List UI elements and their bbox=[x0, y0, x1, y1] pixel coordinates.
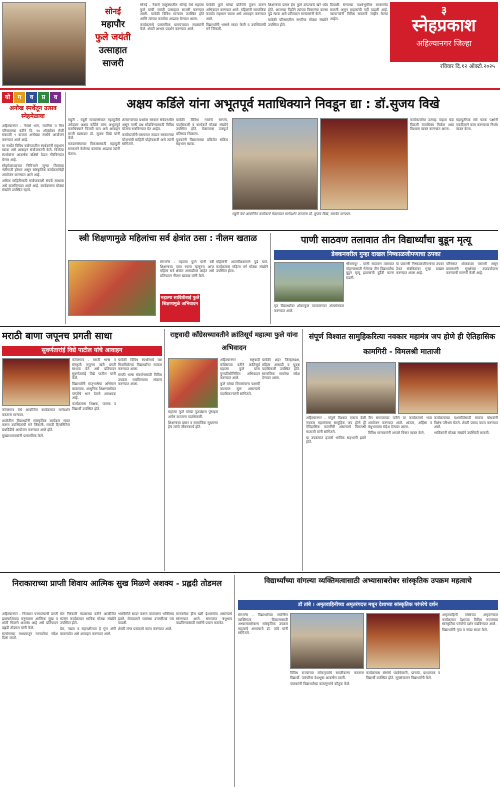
students-photo-2 bbox=[366, 613, 440, 669]
marathi-text-1: कोपरगाव - मराठी भाषा व संस्कृती जपूनच खरी प्रगती साधता येते असे प्रतिपादन सुवर्णतारांई विद्ये पाटील यांनी केले. विद्यार्थ्यांनी मातृभाषेचा अभिमान बाळगावा. आधुनिक शिक्षणासोबत परंपरेचे भान ठेवणे आवश्यक आहे. कार्यक्रमास शिक्षक, पालक व विद्यार्थी उपस्थित होते. bbox=[72, 358, 116, 411]
jyoti-text-3: महात्मा फुले यांच्या पुतळ्यास पुष्पहार अर्पण करताना पदाधिकारी. शिक्षणाचा प्रसार व सामाजिक सुधारणा हेच त्यांचे जीवनकार्य होते. bbox=[168, 410, 218, 430]
jyoti-headline: राष्ट्रवादी कॉंग्रेसच्यावतीने क्रांतिसूर्य महात्मा फुले यांना अभिवादन bbox=[170, 331, 298, 352]
drowning-headline: पाणी साठवण तलावात तीन विद्यार्थ्यांचा बुडून मृत्यू bbox=[300, 235, 472, 246]
marathi-photo bbox=[2, 358, 70, 406]
brand-line2: महापौर bbox=[101, 20, 125, 30]
main-text-5: महायुतीच्या सर्व घटक पक्षांनी एकदिलाने काम करण्याचा निर्धार व्यक्त केला. bbox=[456, 118, 498, 132]
marathi-text-2: यावेळी विविध स्पर्धांमध्ये यश मिळविलेल्या विद्यार्थ्यांचा सत्कार करण्यात आला. मराठी भाषा संवर्धनासाठी विविध उपक्रम राबविण्याचा संकल्प करण्यात आला. bbox=[118, 358, 162, 387]
drowning-text-4: मृत विद्यार्थ्यांवर शोकाकुल वातावरणात अंत्यसंस्कार करण्यात आले. bbox=[274, 304, 344, 313]
drowning-text-2: या प्रकरणी निष्काळजीपणाचा ठपका ठेवत संबंधितांवर गुन्हा दाखल करण्यात आला आहे. bbox=[396, 262, 444, 276]
brand-box bbox=[88, 2, 138, 86]
badge-5: व bbox=[50, 92, 61, 103]
top-text-2: यावेळी फुले यांच्या प्रतिमेचे पूजन करून अभिवादन करण्यात आले. महिलांनी सामाजिक कार्यात सहभाग घ्यावा असे आवाहन करण्यात आले. विद्यार्थ्यांनी भाषणे सादर केली व उपस्थितांची मने जिंकली. bbox=[206, 3, 266, 32]
top-photo-left bbox=[2, 2, 86, 86]
rule-3 bbox=[0, 326, 500, 327]
mid-divider-3 bbox=[302, 329, 303, 571]
students-photo-1 bbox=[290, 613, 364, 669]
women-text-1: संगमनेर - महात्मा फुले यांनी स्त्री शिक्षणाचा पाया रचला म्हणूनच आज महिला सर्व क्षेत्रांत आघाडीवर आहेत असे प्रतिपादन नीलम खताळ यांनी केले. bbox=[160, 260, 214, 278]
masthead-tagline: अहिल्यानगर जिल्हा bbox=[416, 39, 472, 48]
students-text-3: विविध राज्यांच्या लोकनृत्यांचे सादरीकरण करताना विद्यार्थी. पारंपरिक वेशभूषा आकर्षण ठरली. पालकांनी विद्यार्थ्यांच्या कलागुणांचे कौतुक केले. bbox=[290, 671, 364, 686]
brand-line4: उत्साहात bbox=[98, 46, 128, 56]
main-headline: अक्षय कर्डिले यांना अभूतपूर्व मताधिक्याने निवडून द्या : डॉ.सुजय विखे bbox=[126, 96, 440, 111]
top-text-3: शिक्षणाचा प्रसार हेच फुले दांपत्याचे खरे ध्येय होते. आजच्या पिढीने त्यांच्या विचारांचा वारसा पुढे न्यावा असे प्रतिपादन मान्यवरांनी केले. यावेळी परिसरातील नागरिक मोठ्या संख्येने उपस्थित होते. bbox=[268, 3, 328, 27]
badge-3: व bbox=[26, 92, 37, 103]
drowning-text-3: परिसरात शोककळा पसरली असून ग्रामस्थांनी सुरक्षेच्या उपाययोजना करण्याची मागणी केली आहे. bbox=[446, 262, 498, 276]
badge-4: प्र bbox=[38, 92, 49, 103]
women-text-2: महिलांनी आत्मविश्वासाने पुढे यावे. कार्यक्रमास महिला वर्ग मोठ्या संख्येने उपस्थित होता. bbox=[216, 260, 268, 274]
brand-line1: सोनई bbox=[105, 7, 121, 16]
masthead-title: स्नेहप्रकाश bbox=[412, 16, 476, 36]
students-subhead: डॉ तांबे । अमृतवाहिनीच्या अमृतरंगदत्त मधून देशाच्या सांस्कृतिक परंपरेचे दर्शन bbox=[238, 600, 498, 610]
women-photo bbox=[68, 260, 156, 316]
jyoti-text-2: यावेळी शहर जिल्हाध्यक्ष, महिला आघाडी व युवक पदाधिकारी उपस्थित होते. सामाजिक समतेचा संदेश देण्यात आला. bbox=[262, 358, 300, 381]
main-photo-2 bbox=[320, 118, 408, 210]
brand-line3: फुले जयंती bbox=[95, 33, 131, 43]
main-text-3: यावेळी विविध गावांचे सरपंच, पदाधिकारी व कार्यकर्ते मोठ्या संख्येने उपस्थित होते. मेळाव्यास उत्स्फूर्त प्रतिसाद मिळाला. युवकांनी विकासाच्या प्रक्रियेत सक्रिय सहभाग घ्यावा. bbox=[176, 118, 228, 147]
main-text-1: राहुरी - राहुरी मतदारसंघात महायुतीचे उमेदवार अक्षय कर्डिले यांना अभूतपूर्व मताधिक्याने विजयी करा असे आवाहन माजी खासदार डॉ. सुजय विखे यांनी केले. मतदारसंघाच्या विकासासाठी महायुती सरकारने केलेल्या कामांचा आढावा त्यांनी घेतला. bbox=[68, 118, 120, 156]
rule-top bbox=[0, 88, 500, 90]
peace-text-2: संत निरंकारी मंडळाच्या वतीने आयोजित सत्संग कार्यक्रमात भाविक मोठ्या संख्येने उपस्थित होते. प्रेम, नम्रता व सहनशीलता हे गुण अंगी बाळगावेत असे आवाहन करण्यात आले. bbox=[60, 612, 116, 636]
main-text-2: शेतकऱ्यांच्या प्रश्नांवर सरकार संवेदनशील असून पाणी प्रश्न सोडविण्यासाठी विविध योजना राबविण्यात येत आहेत. कार्यकर्त्यांनी घराघरात जाऊन सरकारच्या योजनांची माहिती पोहोचवावी असे त्यांनी सांगितले. bbox=[122, 118, 174, 147]
rule-2 bbox=[68, 230, 498, 231]
vimal-photo-2 bbox=[398, 362, 498, 414]
main-text-4: कार्यकर्त्यांचा उत्साह पाहता यंदा विक्रमी मताधिक्य मिळेल असा विश्वास व्यक्त करण्यात आला. bbox=[410, 118, 454, 132]
vimal-text-2: जैन समाजाच्या वतीने या कार्यक्रमाचे भव्य आयोजन करण्यात आले. शांतता, अहिंसा व बंधुभावाचा संदेश देण्यात आला. विविध मान्यवरांनी आपले विचार व्यक्त केले. bbox=[368, 416, 432, 436]
peace-text-4: मानवसेवा हीच खरी ईश्वरसेवा असल्याचे सांगण्यात आले. समाजात बंधुभाव वाढविण्यासाठी सर्वांनी प्रयत्न करावेत. bbox=[176, 612, 232, 626]
drowning-text-1: श्रीरामपूर - पाणी साठवण तलावात पोहण्यासाठी गेलेल्या तीन विद्यार्थ्यांचा बुडून मृत्यू झाल्याची दुर्दैवी घटना घडली. bbox=[346, 262, 394, 280]
women-headline: स्त्री शिक्षणामुळे महिलांचा सर्व क्षेत्रांत ठसा : नीलम खताळ bbox=[78, 234, 258, 244]
rule-4 bbox=[0, 572, 500, 573]
left-text: अहिल्यानगर - नेवासे भाग, रायगिरा व मित्र परिवाराच्या वतीने दि. १४ ऑक्टोबर रोजी सकाळी ९ वाजता अनोख्या स्पर्धेचे आयोजन करण्यात आले आहे. या स्पर्धेत विविध वयोगटातील स्पर्धकांनी सहभाग घ्यावा असे आवाहन संयोजकांनी केले. विजेत्या स्पर्धकांना आकर्षक बक्षिसे देऊन गौरविण्यात येणार आहे. स्नेहमेळाव्याच्या निमित्ताने जुन्या मित्रांच्या भेटीगाठी होणार असून सांस्कृतिक कार्यक्रमांचेही आयोजन करण्यात आले आहे. अधिक माहितीसाठी संयोजकांशी संपर्क साधावा असे कळविण्यात आले आहे. कार्यक्रमास मोठ्या संख्येने उपस्थित रहावे. bbox=[2, 124, 64, 193]
vimal-text-1: अहिल्यानगर - संपूर्ण विश्वात एकाच वेळी नवकार महामंत्राचा सामुहिक जप होणे ही ऐतिहासिक कामगिरी असल्याचे विमलश्री माताजी यांनी सांगितले. या उपक्रमात हजारो भाविक सहभागी झाले होते. bbox=[306, 416, 366, 445]
brand-line5: साजरी bbox=[102, 59, 124, 69]
women-badge: महात्मा सावित्रीबाई फुले शिक्षणामुळे अभिवादन bbox=[160, 294, 200, 322]
students-text-1: संगमनेर - विद्यार्थ्यांच्या सर्वांगीण व्यक्तिमत्व विकासासाठी अभ्यासाबरोबरच सांस्कृतिक उपक्रम महत्वाचे असल्याचे डॉ. तांबे यांनी सांगितले. bbox=[238, 613, 288, 636]
left-badges bbox=[2, 92, 62, 104]
issue-date: रविवार दि.१२ ऑक्टो.२०२५ bbox=[390, 62, 498, 73]
badge-1: यो bbox=[2, 92, 13, 103]
vimal-headline: संपूर्ण विश्वात सामुहिकरित्या नवकार महामंत्र जप होणे ही ऐतिहासिक कामगिरी - विमलश्री माताजी bbox=[308, 332, 496, 356]
marathi-subhead: सुवर्णतारांई विद्ये पाटील यांचे आवाहन bbox=[2, 346, 162, 356]
main-caption: राहुरी येथे आयोजित कार्यकर्ता मेळाव्यात मार्गदर्शन करताना डॉ. सुजय विखे, समवेत मान्यवर. bbox=[232, 212, 351, 216]
vimal-text-3: कार्यक्रमाच्या यशस्वीतेसाठी समाज बांधवांनी विशेष परिश्रम घेतले. शेवटी प्रसाद वाटप करण्यात आले. भाविकांनी मोठ्या संख्येने उपस्थिती लावली. bbox=[434, 416, 498, 436]
left-divider bbox=[65, 92, 66, 324]
students-text-2: अमृतवाहिनी संस्थेच्या अमृतरंगदत्त कार्यक्रमात देशाच्या विविध राज्यांच्या सांस्कृतिक परंपरेचे दर्शन घडविण्यात आले. विद्यार्थ्यांनी नृत्य व नाट्य सादर केले. bbox=[442, 613, 498, 633]
left-section-title: अनोख स्पर्धेतून उत्सव स्नेहमेळावा bbox=[9, 105, 57, 120]
jyoti-photo bbox=[168, 358, 218, 408]
badge-2: ग bbox=[14, 92, 25, 103]
marathi-headline: मराठी बाणा जपूनच प्रगती साधा bbox=[2, 331, 113, 342]
page-number: ३ bbox=[441, 4, 447, 17]
drowning-subhead: डेक्कनवरील गुन्हा दाखल निष्काळजीपणाचा ठपका bbox=[274, 250, 498, 260]
top-text-4: दिवाळी सणाच्या पार्श्वभूमीवर बाजारपेठ सजली असून ग्राहकांची गर्दी वाढली आहे. व्यापाऱ्यांनी विविध सवलती जाहीर केल्या आहेत. bbox=[330, 3, 388, 21]
peace-text-3: भक्तीगीते सादर करून वातावरण भक्तिमय झाले. सेवादलाने व्यवस्था उत्तमरीत्या पार पाडली. शेवटी लंगर प्रसादाचे वाटप करण्यात आले. bbox=[118, 612, 174, 632]
peace-headline: निराकाराच्या प्राप्ती शिवाय आत्मिक सुख मिळणे अशक्य - प्रह्लदी तोडमल bbox=[12, 579, 222, 588]
drowning-photo bbox=[274, 262, 344, 302]
mid-divider-2 bbox=[164, 329, 165, 571]
mid-divider-1 bbox=[270, 233, 271, 324]
vimal-photo-1 bbox=[306, 362, 396, 414]
main-photo-1 bbox=[232, 118, 318, 210]
jyoti-text-1: अहिल्यानगर - राष्ट्रवादी कॉंग्रेसच्या वतीने क्रांतिसूर्य महात्मा फुले यांना पुण्यतिथीनिमित्त अभिवादन करण्यात आले. फुले यांच्या विचारांवरच पक्षाची वाटचाल सुरू असल्याचे पदाधिकाऱ्यांनी सांगितले. bbox=[220, 358, 260, 396]
peace-text-1: अहिल्यानगर - निराकार परमात्म्याची प्राप्ती झाल्याशिवाय मनुष्याला आत्मिक सुख व शांती मिळणे अशक्य आहे असे प्रतिपादन प्रह्लदी तोडमल यांनी केले. सत्संगाच्या माध्यमातून मानवतेचा संदेश दिला जातो. bbox=[2, 612, 58, 641]
top-text-1: सोनई - नेवासे तालुक्यातील सोनई येथे महात्मा फुले यांची जयंती उत्साहात साजरी करण्यात आली. यावेळी विविध मान्यवर उपस्थित होते आणि त्यांच्या कार्याचा आढावा घेण्यात आला. कार्यक्रमाचे प्रास्ताविक ग्रामपंचायत सदस्यांनी केले. शेवटी आभार प्रदर्शन करण्यात आले. bbox=[140, 3, 204, 32]
students-headline: विद्यार्थ्यांच्या वांगल्या व्यक्तिमत्वासाठी अभ्यासाबरोबर सांस्कृतिक उपक्रम महत्वाचे bbox=[264, 576, 472, 585]
marathi-text-3: कोपरगाव येथे आयोजित कार्यक्रमात मार्गदर्शन करताना मान्यवर. शाळेतील विद्यार्थ्यांनी सांस्कृतिक कार्यक्रम सादर करून उपस्थितांची मने जिंकली. मराठी दिनानिमित्त ग्रंथदिंडीचे आयोजन करण्यात आले होते. मुख्याध्यापकांनी प्रास्ताविक केले. bbox=[2, 408, 70, 438]
masthead bbox=[390, 2, 498, 62]
students-text-4: कार्यक्रमास संस्थेचे पदाधिकारी, प्राचार्य, प्राध्यापक व विद्यार्थी उपस्थित होते. सूत्रसंचालन विद्यार्थ्यांनी केले. bbox=[366, 671, 440, 680]
bottom-divider bbox=[234, 575, 235, 787]
